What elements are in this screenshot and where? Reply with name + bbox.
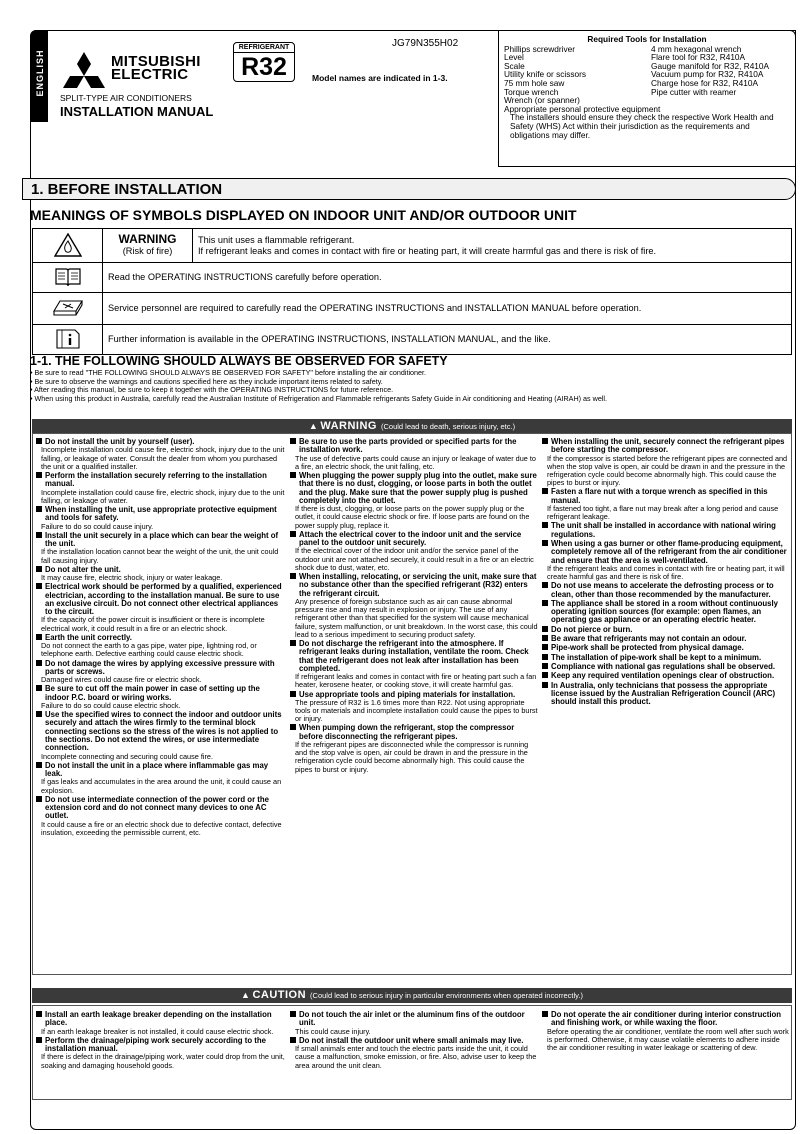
refrigerant-badge: REFRIGERANT R32 <box>233 42 295 82</box>
safety-item-text: Before operating the air conditioner, ventilate the room well after such work is performed. Otherwise, it may cause volatile elements to adhere inside the air conditioner resulting in water leakage or scattering of dew. <box>547 1026 789 1052</box>
brand-name: MITSUBISHI ELECTRIC <box>111 53 201 83</box>
safety-item-text: If the refrigerant leaks and comes in contact with fire or heating part, it will create harmful gas and there is risk of fire. <box>547 563 785 582</box>
warning-column-3 <box>542 437 790 706</box>
safety-bullets <box>30 369 794 403</box>
warning-label: WARNING (Risk of fire) <box>103 229 193 263</box>
safety-item-text: If the compressor is started before the refrigerant pipes are connected and when the stop valve is open, air could be drawn in and the pressure in the refrigeration cycle could become abnormally high. This could cause the pipes to burst or injury. <box>547 453 788 488</box>
safety-item-title: Do not damage the wires by applying excessive pressure with parts or screws. <box>36 660 286 677</box>
safety-item-title: The unit shall be installed in accordance with national wiring regulations. <box>542 522 790 539</box>
safety-item-title: When installing the unit, securely connect the refrigerant pipes before starting the compressor. <box>542 438 790 455</box>
symbols-heading: MEANINGS OF SYMBOLS DISPLAYED ON INDOOR UNIT AND/OR OUTDOOR UNIT <box>30 207 577 223</box>
information-icon <box>33 325 103 355</box>
section-title: 1. BEFORE INSTALLATION <box>22 178 796 200</box>
safety-item-title: Compliance with national gas regulations shall be observed. <box>542 663 790 671</box>
safety-bullet: • After reading this manual, be sure to keep it together with the OPERATING INSTRUCTIONS for future reference. <box>30 386 794 395</box>
safety-item-title: Fasten a flare nut with a torque wrench as specified in this manual. <box>542 488 790 505</box>
symbol-read-instructions: Read the OPERATING INSTRUCTIONS carefully before operation. <box>103 263 792 293</box>
caution-column-2 <box>290 1010 538 1070</box>
safety-item-text: The pressure of R32 is 1.6 times more than R22. Not using appropriate tools or materials and incomplete installation could cause the pipes to burst or injury. <box>295 697 538 724</box>
language-tab: ENGLISH <box>31 30 48 122</box>
safety-item-title: The appliance shall be stored in a room without continuously operating ignition sources (for example: open flames, an operating gas appliance or an operating electric heater. <box>542 600 790 625</box>
safety-bullet: • Be sure to read "THE FOLLOWING SHOULD ALWAYS BE OBSERVED FOR SAFETY" before installing the air conditioner. <box>30 369 794 378</box>
mitsubishi-logo-icon <box>60 52 108 94</box>
safety-item-title: When plugging the power supply plug into the outlet, make sure that there is no dust, clogging, or loose parts in both the outlet and the plug. Make sure that the power supply plug is pushed completely into the outlet. <box>290 472 538 505</box>
safety-item-text: If there is dust, clogging, or loose parts on the power supply plug or the outlet, it could cause electric shock or fire. If loose parts are found on the power supply plug, replace it. <box>295 504 530 530</box>
safety-item-title: Do not touch the air inlet or the aluminum fins of the outdoor unit. <box>290 1011 538 1028</box>
safety-item-text: If refrigerant leaks and comes in contact with fire or heating part such a fan heater, kerosene heater, or cooking stove, it will create harmful gas. <box>295 672 537 690</box>
safety-item-text: The use of defective parts could cause an injury or leakage of water due to a fire, an electric shock, the unit falling, etc. <box>295 453 536 471</box>
safety-item-text: If small animals enter and touch the electric parts inside the unit, it could cause a malfunction, smoke emission, or fire. Also, advise user to keep the area around the unit clean. <box>295 1044 537 1070</box>
safety-bullet: • Be sure to observe the warnings and cautions specified here as they include important items related to safety. <box>30 378 794 387</box>
safety-item-text: If fastened too tight, a flare nut may break after a long period and cause refrigerant leakage. <box>547 504 779 522</box>
caution-column-1 <box>36 1010 286 1070</box>
safety-item-title: When installing the unit, use appropriate protective equipment and tools for safety. <box>36 506 286 523</box>
safety-item-text: Failure to do so could cause injury. <box>41 521 154 531</box>
safety-item-text: Failure to do so could cause electric shock. <box>41 700 181 710</box>
safety-item-text: Do not connect the earth to a gas pipe, water pipe, lightning rod, or telephone earth. Defective earthing could cause electric shock. <box>41 641 257 659</box>
safety-item-title: Do not install the outdoor unit where small animals may live. <box>290 1037 538 1045</box>
safety-item-title: When installing, relocating, or servicing the unit, make sure that no substance other than the specified refrigerant (R32) enters the refrigerant circuit. <box>290 573 538 598</box>
document-number: JG79N355H02 <box>392 38 459 49</box>
safety-item-text: If there is defect in the drainage/piping work, water could drop from the unit, soaking and damaging household goods. <box>41 1052 285 1070</box>
safety-item-title: Install the unit securely in a place which can bear the weight of the unit. <box>36 532 286 549</box>
safety-item-title: Be aware that refrigerants may not contain an odour. <box>542 635 790 643</box>
safety-item-title: Do not alter the unit. <box>36 566 286 574</box>
tool-row: Utility knife or scissors Vacuum pump for R32, R410A <box>504 69 764 80</box>
safety-item-text: If the electrical cover of the indoor unit and/or the service panel of the outdoor unit are not attached securely, it could result in a fire or an electric shock due to dust, water, etc. <box>295 546 534 572</box>
safety-item-text: If the installation location cannot bear the weight of the unit, the unit could fall causing injury. <box>41 547 279 565</box>
tools-heading: Required Tools for Installation <box>587 34 707 44</box>
safety-item-text: It could cause a fire or an electric shock due to defective contact, defective insulation, exceeding the permissible current, etc. <box>41 819 282 837</box>
safety-item-text: If gas leaks and accumulates in the area around the unit, it could cause an explosion. <box>41 777 282 795</box>
safety-item-title: Do not operate the air conditioner during interior construction and finishing work, or while waxing the floor. <box>542 1011 790 1028</box>
safety-item-text: It may cause fire, electric shock, injury or water leakage. <box>41 573 223 582</box>
caution-bar: ▲ CAUTION (Could lead to serious injury in particular environments when operated incorrectly.) <box>32 988 792 1003</box>
symbols-table <box>32 228 792 355</box>
symbol-service-personnel: Service personnel are required to carefully read the OPERATING INSTRUCTIONS and INSTALLATION MANUAL before operation. <box>103 293 792 325</box>
safety-item-title: Do not install the unit in a place where inflammable gas may leak. <box>36 762 286 779</box>
safety-item-text: Incomplete connecting and securing could cause fire. <box>41 751 213 761</box>
warning-triangle-icon: ▲ <box>308 421 321 431</box>
safety-item-title: Do not discharge the refrigerant into the atmosphere. If refrigerant leaks during installation, ventilate the room. Check that the refrigerant does not leak after installation has been completed. <box>290 640 538 673</box>
tool-row: 75 mm hole saw Charge hose for R32, R410A <box>504 77 759 88</box>
safety-item-text: If the capacity of the power circuit is insufficient or there is incomplete electrical work, it could result in a fire or an electric shock. <box>41 615 265 633</box>
warning-column-1 <box>36 437 286 837</box>
safety-item-title: Pipe-work shall be protected from physical damage. <box>542 644 790 652</box>
model-note: Model names are indicated in 1-3. <box>312 73 448 83</box>
safety-item-title: Attach the electrical cover to the indoor unit and the service panel to the outdoor unit securely. <box>290 531 538 548</box>
safety-item-text: Incomplete installation could cause fire, electric shock, injury due to the unit falling, or leakage of water. <box>41 487 285 505</box>
warning-column-2 <box>290 437 538 774</box>
safety-bullet: • When using this product in Australia, carefully read the Australian Institute of Refrigeration and Flammable refrigerants Safety Guide in Air conditioning and Heating (AIRAH) as well. <box>30 395 794 404</box>
safety-item-title: Electrical work should be performed by a qualified, experienced electrician, according to the installation manual. Be sure to use an exclusive circuit. Do not connect other electrical appliances to the circuit. <box>36 583 286 616</box>
safety-item-title: When pumping down the refrigerant, stop the compressor before disconnecting the refrigerant pipes. <box>290 724 538 741</box>
symbol-further-info: Further information is available in the OPERATING INSTRUCTIONS, INSTALLATION MANUAL, and the like. <box>103 325 792 355</box>
caution-triangle-icon: ▲ <box>241 990 253 1000</box>
safety-item-title: Do not pierce or burn. <box>542 626 790 634</box>
safety-item-title: Keep any required ventilation openings clear of obstruction. <box>542 672 790 680</box>
safety-item-title: Use appropriate tools and piping materials for installation. <box>290 691 538 699</box>
safety-item-title: Do not install the unit by yourself (user). <box>36 438 286 446</box>
safety-item-title: In Australia, only technicians that possess the appropriate license issued by the Australian Refrigeration Council (ARC) should install this product. <box>542 682 790 707</box>
warning-description: This unit uses a flammable refrigerant. If refrigerant leaks and comes in contact with fire or heating part, it will create harmful gas and there is risk of fire. <box>193 229 792 263</box>
safety-item-title: Install an earth leakage breaker depending on the installation place. <box>36 1011 286 1028</box>
safety-item-text: Any presence of foreign substance such as air can cause abnormal pressure rise and may result in explosion or injury. The use of any refrigerant other than that specified for the system will cause mechanical failure, system malfunction, or unit breakdown. In the worst case, this could lead to a serious impediment to securing product safety. <box>295 596 538 639</box>
safety-item-title: When using a gas burner or other flame-producing equipment, completely remove all of the refrigerant from the air conditioner and ensure that the area is well-ventilated. <box>542 540 790 565</box>
safety-item-text: Damaged wires could cause fire or electric shock. <box>41 675 202 685</box>
tool-row: Level Flare tool for R32, R410A <box>504 52 746 63</box>
safety-item-title: Be sure to cut off the main power in case of setting up the indoor P.C. board or wiring works. <box>36 685 286 702</box>
book-icon <box>33 263 103 293</box>
safety-item-text: This could cause injury. <box>295 1026 371 1036</box>
safety-item-title: Do not use means to accelerate the defrosting process or to clean, other than those recommended by the manufacturer. <box>542 582 790 599</box>
tool-row: Torque wrench Pipe cutter with reamer <box>504 86 737 97</box>
manual-title: INSTALLATION MANUAL <box>60 104 214 119</box>
safety-item-text: If the refrigerant pipes are disconnected while the compressor is running and the stop valve is open, air could be drawn in and the pressure in the refrigeration cycle could become abnormally high. This could cause the pipes to burst or injury. <box>295 740 529 774</box>
safety-item-title: Perform the installation securely referring to the installation manual. <box>36 472 286 489</box>
required-tools-box: Required Tools for Installation Phillips screwdriver 4 mm hexagonal wrench Level Flare tool for R32, R410A Scale Gauge manifold for R32, R410A Utility knife or scissors Vacuum pump for R32, R410A 75 mm hole saw Charge hose for R32, R410A Torque wrench Pipe cutter with reamer Wrench (or spanner) Appropriate personal protective equipment The installers should ensure they check the respective Work Health and Safety (WHS) Act within their jurisdiction as the requirements and obligations may differ. <box>498 30 796 167</box>
fire-warning-icon <box>33 229 103 263</box>
safety-item-title: Use the specified wires to connect the indoor and outdoor units securely and attach the wires firmly to the terminal block connecting sections so the stress of the wires is not applied to the sections. Do not extend the wires, or use intermediate connection. <box>36 711 286 752</box>
tool-row: Phillips screwdriver 4 mm hexagonal wrench <box>504 43 742 54</box>
safety-item-title: Be sure to use the parts provided or specified parts for the installation work. <box>290 438 538 455</box>
safety-item-title: Perform the drainage/piping work securely according to the installation manual. <box>36 1037 286 1054</box>
service-manual-icon <box>33 293 103 325</box>
safety-item-title: Do not use intermediate connection of the power cord or the extension cord and do not connect many devices to one AC outlet. <box>36 796 286 821</box>
safety-item-text: Incomplete installation could cause fire, electric shock, injury due to the unit falling, or leakage of water. Consult the dealer from whom you purchased the unit or a qualified installer. <box>41 445 285 471</box>
caution-column-3 <box>542 1010 790 1052</box>
safety-heading: 1-1. THE FOLLOWING SHOULD ALWAYS BE OBSERVED FOR SAFETY <box>30 354 448 368</box>
tool-row: Scale Gauge manifold for R32, R410A <box>504 60 770 71</box>
warning-bar: ▲ WARNING (Could lead to death, serious injury, etc.) <box>32 419 792 434</box>
product-type: SPLIT-TYPE AIR CONDITIONERS <box>60 93 192 103</box>
safety-item-title: Earth the unit correctly. <box>36 634 286 642</box>
safety-item-text: If an earth leakage breaker is not installed, it could cause electric shock. <box>41 1026 274 1036</box>
safety-item-title: The installation of pipe-work shall be kept to a minimum. <box>542 654 790 662</box>
